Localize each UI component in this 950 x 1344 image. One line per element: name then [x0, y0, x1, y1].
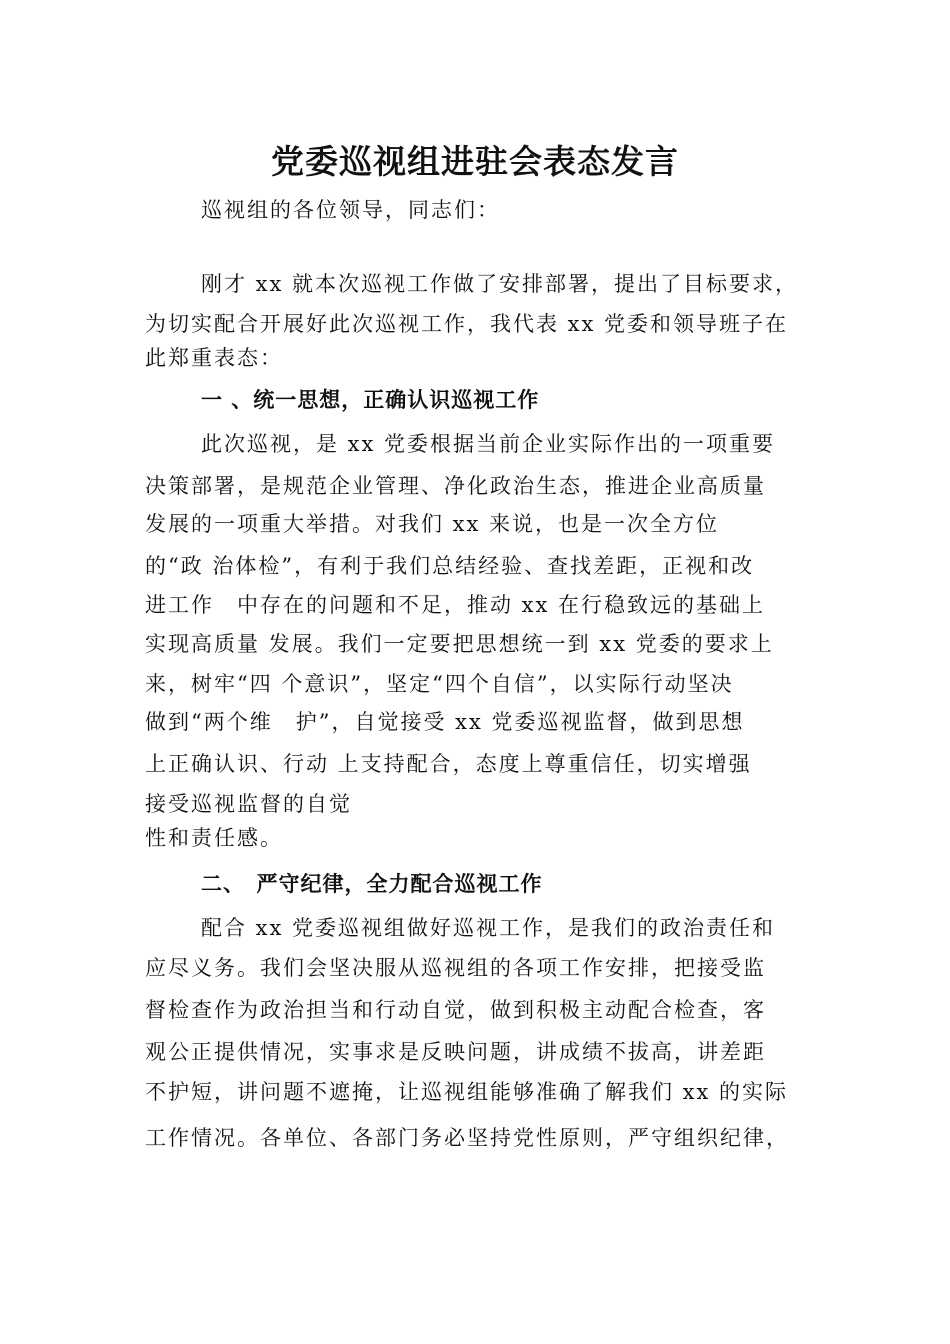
section-2-line: 应尽义务。我们会坚决服从巡视组的各项工作安排，把接受监: [145, 956, 766, 980]
document-title: 党委巡视组进驻会表态发言: [271, 142, 679, 181]
section-1-line: 的“政 治体检”，有利于我们总结经验、查找差距，正视和改: [145, 554, 755, 578]
section-1-line: 上正确认识、行动 上支持配合，态度上尊重信任，切实增强: [145, 752, 752, 776]
section-1-line: 此次巡视，是 xx 党委根据当前企业实际作出的一项重要: [201, 432, 776, 456]
salutation: 巡视组的各位领导，同志们：: [201, 198, 500, 222]
section-1-line: 做到“两个维 护”，自觉接受 xx 党委巡视监督，做到思想: [145, 710, 745, 734]
section-2-line: 工作情况。各单位、各部门务必坚持党性原则，严守组织纪律，: [145, 1126, 789, 1150]
section-2-line: 督检查作为政治担当和行动自觉，做到积极主动配合检查，客: [145, 998, 766, 1022]
section-1-line: 来，树牢“四 个意识”，坚定“四个自信”，以实际行动坚决: [145, 672, 734, 696]
section-2-line: 配合 xx 党委巡视组做好巡视工作，是我们的政治责任和: [201, 916, 776, 940]
intro-line-1: 刚才 xx 就本次巡视工作做了安排部署，提出了目标要求，: [201, 272, 799, 296]
section-1-line: 性和责任感。: [145, 826, 283, 850]
intro-line-2: 为切实配合开展好此次巡视工作，我代表 xx 党委和领导班子在: [145, 312, 789, 336]
intro-line-3: 此郑重表态：: [145, 346, 283, 370]
section-1-line: 实现高质量 发展。我们一定要把思想统一到 xx 党委的要求上: [145, 632, 774, 656]
section-2-line: 观公正提供情况，实事求是反映问题，讲成绩不拔高，讲差距: [145, 1040, 766, 1064]
section-2-line: 不护短，讲问题不遮掩，让巡视组能够准确了解我们 xx 的实际: [145, 1080, 789, 1104]
section-1-line: 接受巡视监督的自觉: [145, 792, 352, 816]
section-1-line: 进工作 中存在的问题和不足，推动 xx 在行稳致远的基础上: [145, 593, 766, 617]
section-1-heading: 一 、统一思想，正确认识巡视工作: [201, 388, 540, 412]
section-1-line: 决策部署，是规范企业管理、净化政治生态，推进企业高质量: [145, 474, 766, 498]
section-2-heading: 二、 严守纪律，全力配合巡视工作: [201, 872, 543, 896]
section-1-line: 发展的一项重大举措。对我们 xx 来说，也是一次全方位: [145, 512, 720, 536]
